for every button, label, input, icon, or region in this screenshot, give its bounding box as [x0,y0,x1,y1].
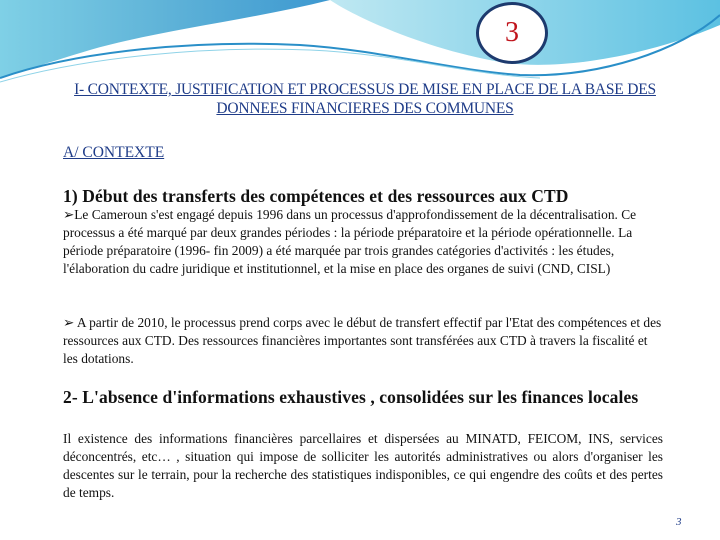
paragraph-3: Il existence des informations financières parcellaires et dispersées au MINATD, FEICOM, INS, services déconcentrés, etc… , situation qui impose de solliciter les autorités administratives ou alors d'organiser les descentes sur le terrain, pour la recherche des statistiques indisponibles, ce qui engendre des coûts et des pertes de temps. [63,431,663,500]
slide-number-badge [476,2,548,64]
paragraph-2: ➢ A partir de 2010, le processus prend corps avec le début de transfert effectif par l'Etat des compétences et des ressources aux CTD. Des ressources financières importantes sont transférées aux CTD à travers la fiscalité et les dotations. [63,315,662,366]
section-heading: A/ CONTEXTE [63,144,165,161]
slide-title: I- CONTEXTE, JUSTIFICATION ET PROCESSUS DE MISE EN PLACE DE LA BASE DES DONNEES FINANCIERES DES COMMUNES [74,81,656,117]
slide-number-badge-text: 3 [505,17,519,48]
subheading-2: 2- L'absence d'informations exhaustives , consolidées sur les finances locales [63,387,639,407]
subheading-1: 1) Début des transferts des compétences et des ressources aux CTD [63,186,569,206]
paragraph-1: ➢Le Cameroun s'est engagé depuis 1996 dans un processus d'approfondissement de la décentralisation. Ce processus a été marqué par deux grandes périodes : la période préparatoire et la période opérationnelle. La période préparatoire (1996- fin 2009) a été marquée par trois grandes catégories d'activités : les études, l'élaboration du cadre juridique et institutionnel, et la mise en place des organes de suivi (CND, CISL) [63,207,637,276]
page-number: 3 [676,516,682,528]
decorative-wave-banner [0,0,720,90]
